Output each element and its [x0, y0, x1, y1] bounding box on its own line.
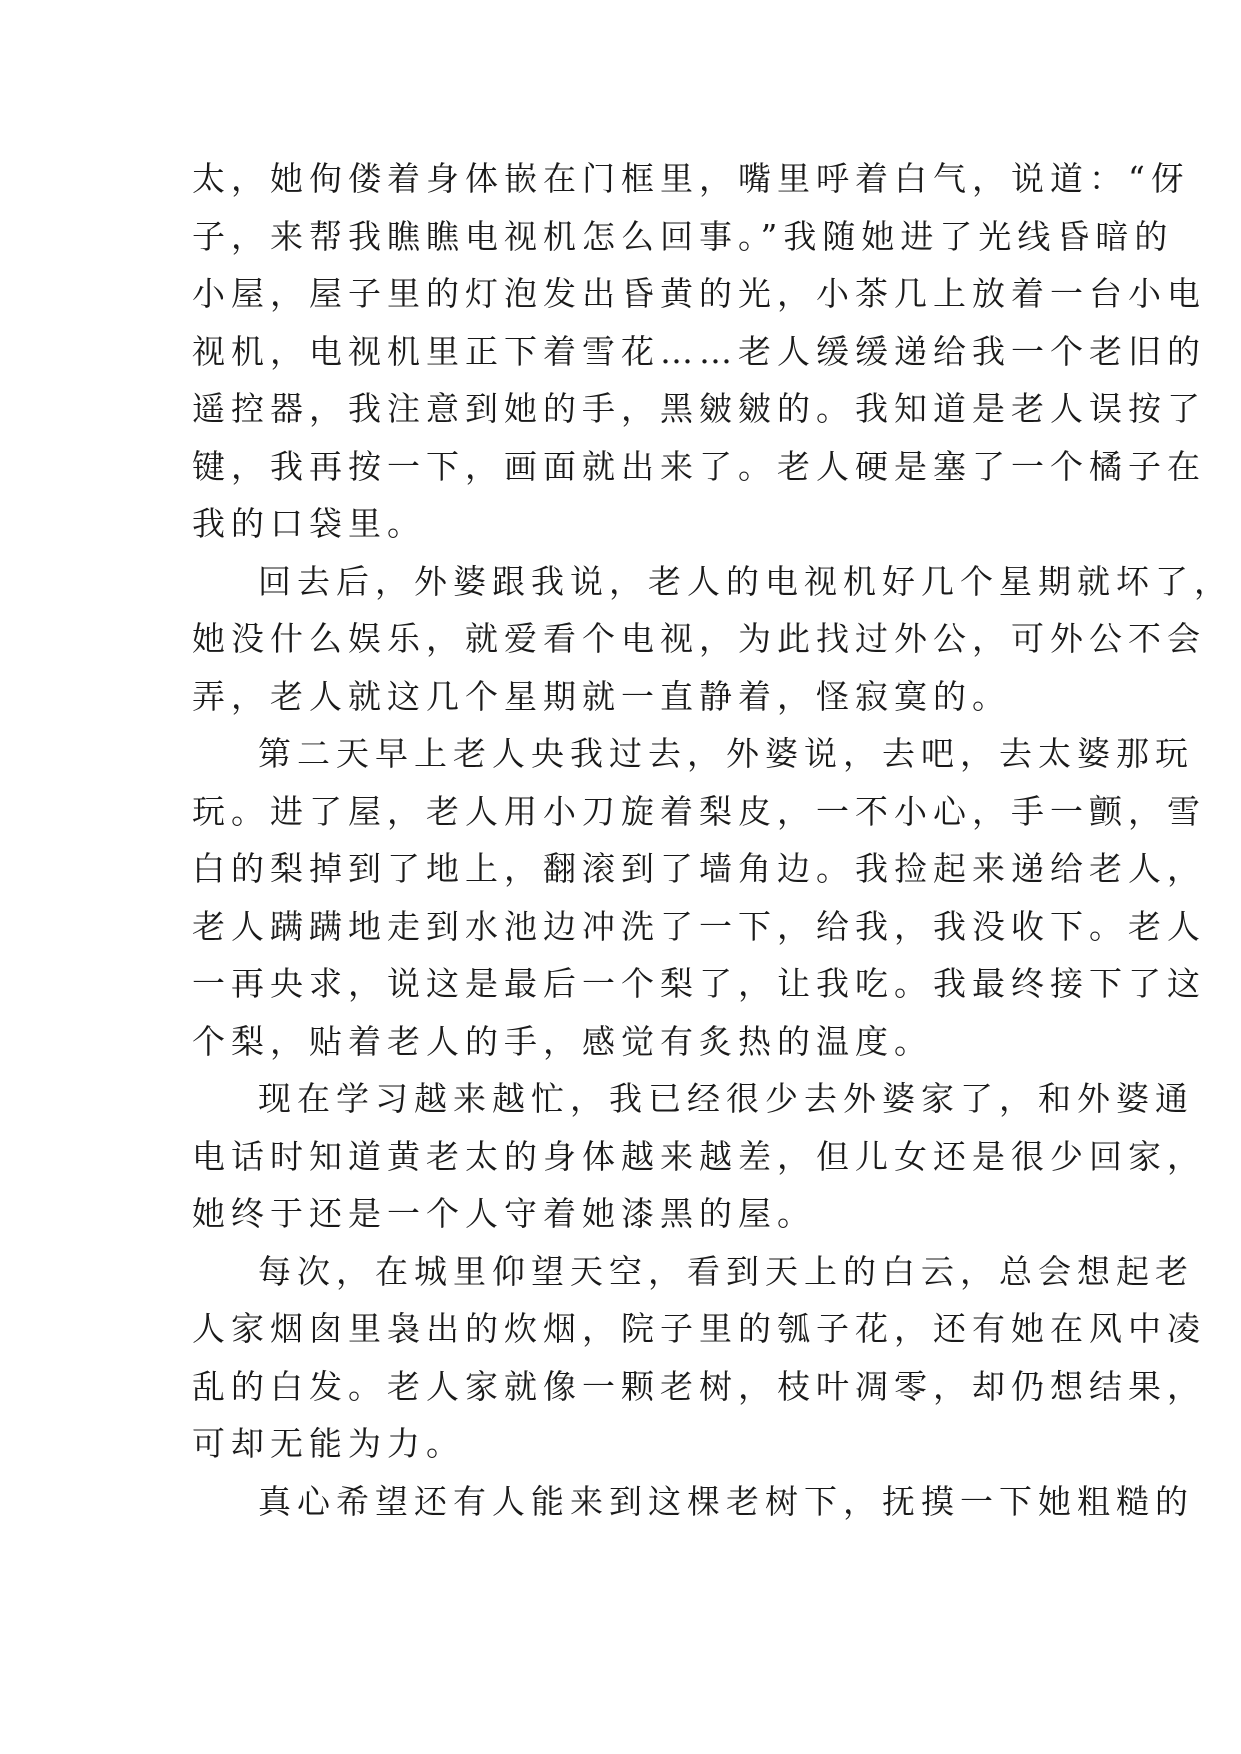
text-line: 键，我再按一下，画面就出来了。老人硬是塞了一个橘子在	[192, 446, 1206, 486]
text-line: 弄，老人就这几个星期就一直静着，怪寂寞的。	[192, 676, 1011, 716]
text-line: 太，她佝偻着身体嵌在门框里，嘴里呼着白气，说道：“伢	[192, 159, 1190, 198]
text-line: 小屋，屋子里的灯泡发出昏黄的光，小茶几上放着一台小电	[192, 274, 1206, 313]
text-line: 一再央求，说这是最后一个梨了，让我吃。我最终接下了这	[192, 964, 1206, 1003]
text-line: 电话时知道黄老太的身体越来越差，但儿女还是很少回家，	[192, 1136, 1206, 1176]
text-line: 老人蹒蹒地走到水池边冲洗了一下，给我，我没收下。老人	[192, 906, 1206, 946]
text-line: 可却无能为力。	[192, 1424, 465, 1463]
paragraph-first-line: 现在学习越来越忙，我已经很少去外婆家了，和外婆通	[258, 1079, 1194, 1118]
text-line: 人家烟囱里袅出的炊烟，院子里的瓠子花，还有她在风中凌	[192, 1309, 1206, 1348]
text-line: 她没什么娱乐，就爱看个电视，为此找过外公，可外公不会	[192, 619, 1206, 658]
text-line: 视机，电视机里正下着雪花……老人缓缓递给我一个老旧的	[192, 331, 1206, 371]
paragraph-first-line: 回去后，外婆跟我说，老人的电视机好几个星期就坏了，	[258, 561, 1233, 601]
text-line: 她终于还是一个人守着她漆黑的屋。	[192, 1194, 816, 1233]
text-line: 遥控器，我注意到她的手，黑皴皴的。我知道是老人误按了	[192, 389, 1206, 428]
paragraph-first-line: 每次，在城里仰望天空，看到天上的白云，总会想起老	[258, 1251, 1194, 1291]
paragraph-first-line: 第二天早上老人央我过去，外婆说，去吧，去太婆那玩	[258, 734, 1194, 773]
text-line: 个梨，贴着老人的手，感觉有炙热的温度。	[192, 1021, 933, 1061]
text-line: 玩。进了屋，老人用小刀旋着梨皮，一不小心，手一颤，雪	[192, 791, 1206, 831]
text-line: 子，来帮我瞧瞧电视机怎么回事。”我随她进了光线昏暗的	[192, 216, 1174, 256]
document-body	[192, 150, 1233, 1530]
text-line: 白的梨掉到了地上，翻滚到了墙角边。我捡起来递给老人，	[192, 849, 1206, 888]
text-line: 我的口袋里。	[192, 504, 426, 543]
paragraph-first-line: 真心希望还有人能来到这棵老树下，抚摸一下她粗糙的	[258, 1481, 1194, 1521]
text-line: 乱的白发。老人家就像一颗老树，枝叶凋零，却仍想结果，	[192, 1366, 1206, 1406]
